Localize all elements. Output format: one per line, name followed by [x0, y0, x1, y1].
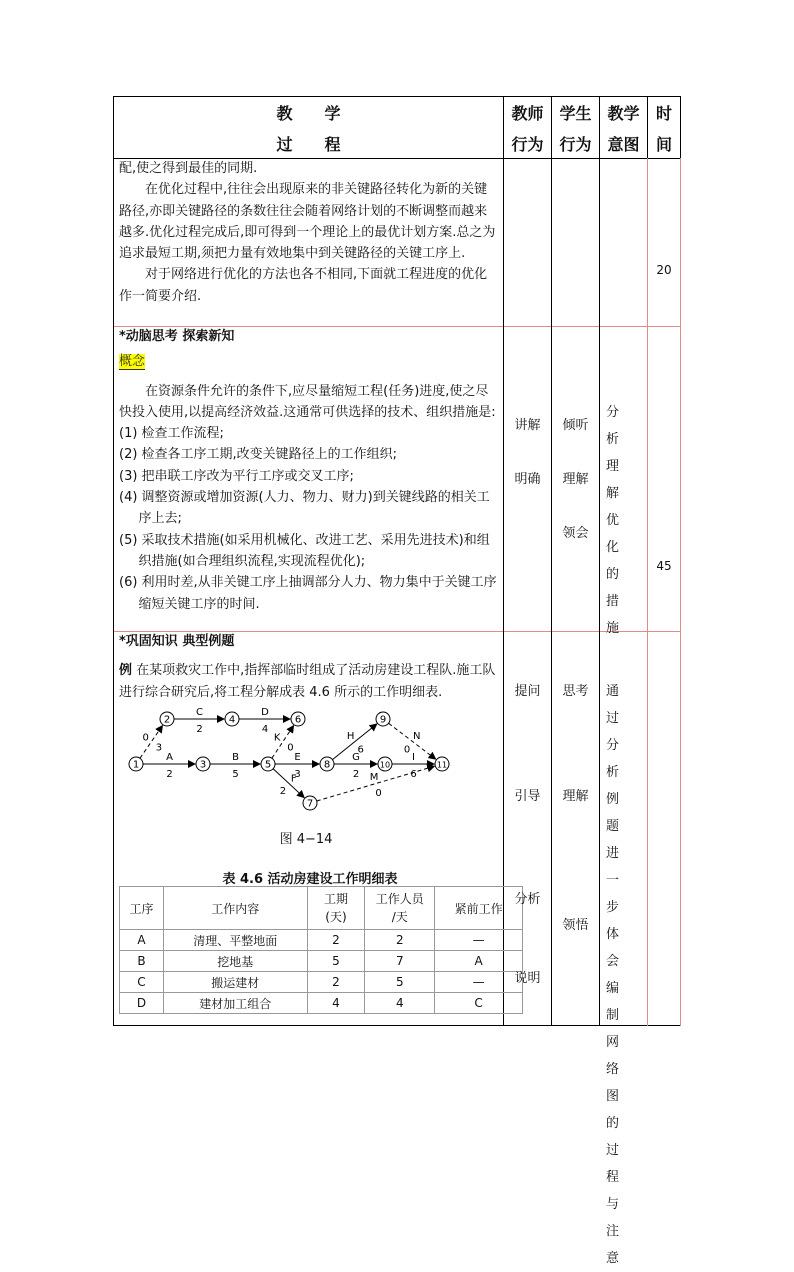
header-intent-line2: 意图 — [607, 135, 640, 154]
table-row — [120, 972, 523, 993]
row3-content — [119, 631, 499, 703]
edge-label: B — [232, 752, 239, 763]
table-row — [120, 993, 523, 1014]
table-cell: 清理、平整地面 — [163, 930, 307, 951]
edge-label: F — [290, 773, 297, 785]
row1-paragraph: 配,使之得到最佳的同期. — [119, 161, 258, 176]
edge-duration: 0 — [403, 744, 411, 756]
header-process — [114, 98, 503, 160]
table-cell: 4 — [307, 993, 365, 1014]
edge-label: 0 — [142, 732, 149, 744]
edge-duration: 5 — [232, 769, 239, 780]
row2-content — [119, 326, 499, 615]
edge-duration: 6 — [357, 744, 364, 756]
table-cell: 挖地基 — [163, 951, 307, 972]
measure-item: (4) 调整资源或增加资源(人力、物力、财力)到关键线路的相关工序上去; — [119, 490, 490, 527]
edge-label: C — [196, 707, 203, 718]
node-label: 9 — [379, 714, 387, 726]
teacher-action: 明确 — [514, 472, 541, 487]
table-cell: — — [435, 972, 523, 993]
example-label: 例 — [119, 663, 133, 679]
edge-label: A — [166, 752, 173, 763]
header-teacher-line1: 教师 — [511, 104, 544, 123]
edge-label: H — [346, 731, 355, 743]
row2-student — [552, 399, 599, 561]
table-cell: A — [120, 930, 164, 951]
table-cell: B — [120, 951, 164, 972]
measure-item: (1) 检查工作流程; — [119, 426, 224, 442]
table-cell: C — [435, 993, 523, 1014]
figure-caption: 图 4−14 — [279, 832, 333, 847]
edge-duration: 4 — [261, 724, 269, 735]
teacher-action: 讲解 — [514, 418, 541, 433]
header-process-line2: 过 程 — [276, 135, 341, 154]
edge-duration: 6 — [410, 769, 417, 780]
node-label: 3 — [199, 759, 207, 771]
section-title: *动脑思考 探索新知 — [119, 329, 235, 344]
table-row — [120, 930, 523, 951]
header-process-line1: 教 学 — [276, 104, 341, 123]
column-header: 工序 — [120, 887, 164, 930]
col-divider-time — [647, 158, 648, 1026]
col-divider-intent — [599, 158, 600, 1026]
table-cell: — — [435, 930, 523, 951]
table-bottom-border — [113, 1025, 681, 1026]
row2-time: 45 — [656, 559, 672, 573]
work-detail-table — [119, 886, 523, 1014]
table-cell: 7 — [365, 951, 435, 972]
table-cell: 4 — [365, 993, 435, 1014]
node-label: 10 — [379, 760, 391, 770]
example-text: 在某项救灾工作中,指挥部临时组成了活动房建设工程队.施工队进行综合研究后,将工程分解成表 4.6 所示的工作明细表. — [119, 663, 496, 700]
row2-intent: 分析理解优化的措施 — [606, 405, 627, 636]
table-cell: 2 — [307, 930, 365, 951]
measure-item: (5) 采取技术措施(如采用机械化、改进工艺、采用先进技术)和组织措施(如合理组织流程,实现流程优化); — [119, 532, 490, 569]
row2-teacher — [504, 399, 551, 507]
header-time-line1: 时 — [655, 104, 672, 123]
node-label: 6 — [294, 714, 302, 726]
header-intent-line1: 教学 — [607, 104, 640, 123]
edge-duration: 2 — [279, 786, 287, 798]
table-cell: 5 — [365, 972, 435, 993]
student-action: 理解 — [562, 789, 589, 804]
table-right-border — [680, 158, 681, 1026]
header-teacher-line2: 行为 — [511, 135, 544, 154]
measure-item: (3) 把串联工序改为平行工序或交叉工序; — [119, 468, 354, 484]
network-diagram — [120, 700, 460, 820]
concept-label: 概念 — [119, 354, 146, 370]
teacher-action: 分析 — [514, 892, 541, 907]
edge-duration: 3 — [294, 769, 301, 780]
edge-duration: 2 — [196, 724, 203, 735]
node-label: 2 — [163, 714, 171, 726]
teacher-action: 说明 — [514, 971, 541, 986]
section-title: *巩固知识 典型例题 — [119, 634, 235, 649]
row1-paragraph: 对于网络进行优化的方法也各不相同,下面就工程进度的优化作一简要介绍. — [119, 267, 488, 304]
edge-label: D — [261, 707, 269, 718]
node-label: 5 — [264, 759, 272, 771]
column-header: 紧前工作 — [435, 887, 523, 930]
header-student-line2: 行为 — [559, 135, 592, 154]
table-left-border — [113, 96, 114, 1026]
student-action: 领悟 — [562, 918, 589, 933]
node-label: 1 — [132, 759, 140, 771]
edge-label: M — [369, 771, 379, 783]
col-divider-student — [551, 158, 552, 1026]
table-right-border-top — [680, 96, 681, 159]
node-label: 4 — [228, 714, 236, 726]
edge-duration: 3 — [155, 742, 163, 754]
table-cell: C — [120, 972, 164, 993]
column-header: 工作内容 — [163, 887, 307, 930]
student-action: 理解 — [562, 472, 589, 487]
header-time-line2: 间 — [655, 135, 672, 154]
table-cell: 2 — [307, 972, 365, 993]
table-cell: D — [120, 993, 164, 1014]
column-header: 工期 (天) — [307, 887, 365, 930]
header-student — [552, 98, 599, 160]
table-cell: 建材加工组合 — [163, 993, 307, 1014]
edge-label: K — [273, 732, 281, 744]
row1-paragraph: 在优化过程中,往往会出现原来的非关键路径转化为新的关键路径,亦即关键路径的条数往往会随着网络计划的不断调整而越来越多.优化过程完成后,即可得到一个理论上的最优计划方案.总之为追求最短工期,须把力量有效地集中到关键路径的关键工序上. — [119, 182, 496, 262]
teacher-action: 引导 — [514, 789, 541, 804]
table-cell: 搬运建材 — [163, 972, 307, 993]
table-cell: 5 — [307, 951, 365, 972]
table-top-border — [113, 96, 681, 97]
measure-item: (2) 检查各工序工期,改变关键路径上的工作组织; — [119, 447, 398, 463]
node-label: 7 — [306, 798, 314, 810]
edge-label: N — [413, 730, 421, 742]
table-row — [120, 951, 523, 972]
teacher-action: 提问 — [514, 684, 541, 699]
concept-intro: 在资源条件允许的条件下,应尽量缩短工程(任务)进度,使之尽快投入使用,以提高经济效益.这通常可供选择的技术、组织措施是: — [119, 383, 496, 420]
edge-duration: 0 — [375, 788, 382, 800]
table-cell: 2 — [365, 930, 435, 951]
measure-item: (6) 利用时差,从非关键工序上抽调部分人力、物力集中于关键工序缩短关键工序的时间. — [119, 575, 497, 612]
student-action: 领会 — [562, 526, 589, 541]
node-label: 8 — [323, 759, 331, 771]
edge-label: E — [294, 752, 301, 763]
student-action: 思考 — [562, 684, 589, 699]
header-intent — [600, 98, 647, 160]
edge-label: I — [412, 752, 415, 763]
header-teacher — [504, 98, 551, 160]
edge-duration: 2 — [352, 769, 360, 780]
student-action: 倾听 — [562, 418, 589, 433]
row1-content — [119, 158, 499, 307]
node-label: 11 — [436, 760, 448, 770]
column-header: 工作人员 /天 — [365, 887, 435, 930]
header-time — [648, 98, 680, 160]
row3-intent: 通过分析例题进一步体会编制网络图的过程与注意 — [606, 684, 627, 1266]
header-student-line1: 学生 — [559, 104, 592, 123]
edge-duration: 2 — [166, 769, 173, 780]
table-caption: 表 4.6 活动房建设工作明细表 — [222, 872, 398, 887]
row1-time: 20 — [656, 263, 672, 277]
table-cell: A — [435, 951, 523, 972]
edge-duration: 0 — [287, 742, 294, 754]
edge-label: G — [352, 752, 360, 763]
